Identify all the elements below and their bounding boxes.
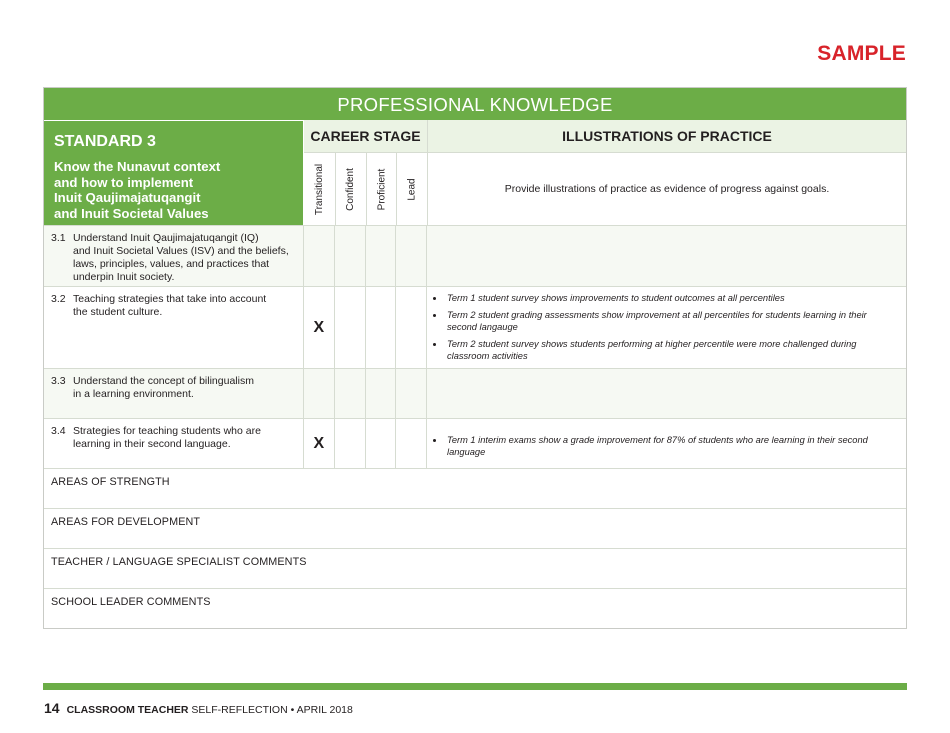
footer-doc-title: CLASSROOM TEACHER [66,704,189,716]
illustrations-block [427,120,906,225]
illustrations-title: ILLUSTRATIONS OF PRACTICE [428,120,906,153]
sample-label: SAMPLE [817,42,906,65]
stage-cell-transitional[interactable] [303,226,334,286]
school-leader-comments-section[interactable]: SCHOOL LEADER COMMENTS [44,588,906,628]
stage-cell-lead[interactable] [395,419,426,468]
areas-for-development-section[interactable]: AREAS FOR DEVELOPMENT [44,508,906,548]
banner-title: PROFESSIONAL KNOWLEDGE [44,88,906,120]
row-text: Teaching strategies that take into account the student culture. [73,293,267,318]
teacher-comments-section[interactable]: TEACHER / LANGUAGE SPECIALIST COMMENTS [44,548,906,588]
standard-block [44,120,303,225]
header-row [44,120,906,225]
row-text: Strategies for teaching students who are learning in their second language. [73,425,261,450]
evidence-cell[interactable] [426,287,906,368]
row-description [44,226,303,286]
row-number: 3.4 [51,425,66,437]
stage-cell-proficient[interactable] [365,419,396,468]
evidence-cell[interactable] [426,369,906,418]
row-text: Understand the concept of bilingualism in a learning environment. [73,375,254,400]
stage-cell-transitional[interactable]: X [303,287,334,368]
row-text: Understand Inuit Qaujimajatuqangit (IQ) and Inuit Societal Values (ISV) and the beliefs, laws, principles, values, and practices that underpin Inuit society. [73,232,289,283]
table-row [44,225,906,286]
stage-cell-confident[interactable] [334,226,365,286]
page-number: 14 [44,700,60,716]
table-row [44,286,906,368]
standard-subtitle: Know the Nunavut context and how to implement Inuit Qaujimajatuqangit and Inuit Societal Values [54,159,221,221]
illustrations-prompt: Provide illustrations of practice as evidence of progress against goals. [504,183,830,195]
table-row [44,368,906,418]
standard-title: STANDARD 3 [54,133,156,150]
stage-cell-proficient[interactable] [365,287,396,368]
evidence-cell[interactable] [426,226,906,286]
row-number: 3.2 [51,293,66,305]
page-footer [44,700,353,716]
row-number: 3.1 [51,232,66,244]
table-row [44,418,906,468]
stage-cell-proficient[interactable] [365,226,396,286]
stage-cell-transitional[interactable] [303,369,334,418]
footer-doc-details: SELF-REFLECTION • APRIL 2018 [188,704,353,716]
stage-label-lead: Lead [406,177,418,201]
stage-label-confident: Confident [345,167,357,211]
evidence-item: • Term 1 interim exams show a grade improvement for 87% of students who are learning in their second language [445,435,882,458]
evidence-item: • Term 1 student survey shows improvements to student outcomes at all percentiles [445,293,882,304]
stage-label-transitional: Transitional [313,163,325,215]
evidence-item: • Term 2 student grading assessments show improvement at all percentiles for students learning in their second langauge [445,310,882,333]
career-stage-title: CAREER STAGE [304,120,427,153]
stage-cell-confident[interactable] [334,287,365,368]
row-number: 3.3 [51,375,66,387]
stage-cell-confident[interactable] [334,369,365,418]
stage-cell-transitional[interactable]: X [303,419,334,468]
evidence-cell[interactable] [426,419,906,468]
row-description [44,419,303,468]
stage-cell-lead[interactable] [395,369,426,418]
evidence-item: • Term 2 student survey shows students performing at higher percentile were more challenged during classroom activities [445,339,882,362]
footer-bar [43,683,907,690]
row-description [44,369,303,418]
areas-of-strength-section[interactable]: AREAS OF STRENGTH [44,468,906,508]
stage-cell-confident[interactable] [334,419,365,468]
standard-sheet [43,87,907,629]
row-description [44,287,303,368]
stage-cell-proficient[interactable] [365,369,396,418]
stage-label-proficient: Proficient [375,168,387,210]
career-stage-block [303,120,427,225]
stage-cell-lead[interactable] [395,287,426,368]
stage-cell-lead[interactable] [395,226,426,286]
